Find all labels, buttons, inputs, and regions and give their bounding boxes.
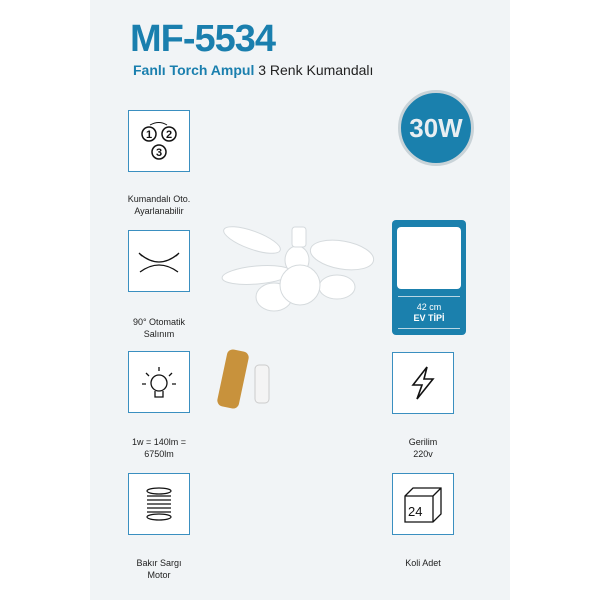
product-title: MF-5534 [130,18,276,60]
feature-label-remote: Kumandalı Oto. Ayarlanabilir [127,194,191,216]
ev-type-card [392,220,466,335]
box-icon [392,473,454,535]
product-subtitle: Fanlı Torch Ampul 3 Renk Kumandalı [133,62,374,78]
coil-icon [128,473,190,535]
feature-label-motor: Bakır Sargı Motor [136,558,182,580]
oscillation-icon [128,230,190,292]
svg-text:24: 24 [408,504,423,519]
feature-label-oscillation: 90° Otomatik Salınım [132,317,186,339]
remote-control-image [210,345,280,415]
fan-bulb-image [212,215,382,315]
bulb-icon [128,351,190,413]
ev-type: EV TİPİ [413,313,445,323]
fan-thumbnail-image [397,227,461,289]
power-badge: 30W [398,90,474,166]
feature-label-lumen: 1w = 140lm = 6750lm [131,437,187,459]
ev-size: 42 cm [416,302,442,312]
feature-label-voltage: Gerilim 220v [408,437,438,459]
svg-text:2: 2 [166,129,173,141]
feature-label-box-count: Koli Adet [405,558,441,568]
svg-text:1: 1 [146,129,153,141]
svg-text:3: 3 [156,147,163,159]
lightning-icon [392,352,454,414]
remote-sequence-icon [128,110,190,172]
